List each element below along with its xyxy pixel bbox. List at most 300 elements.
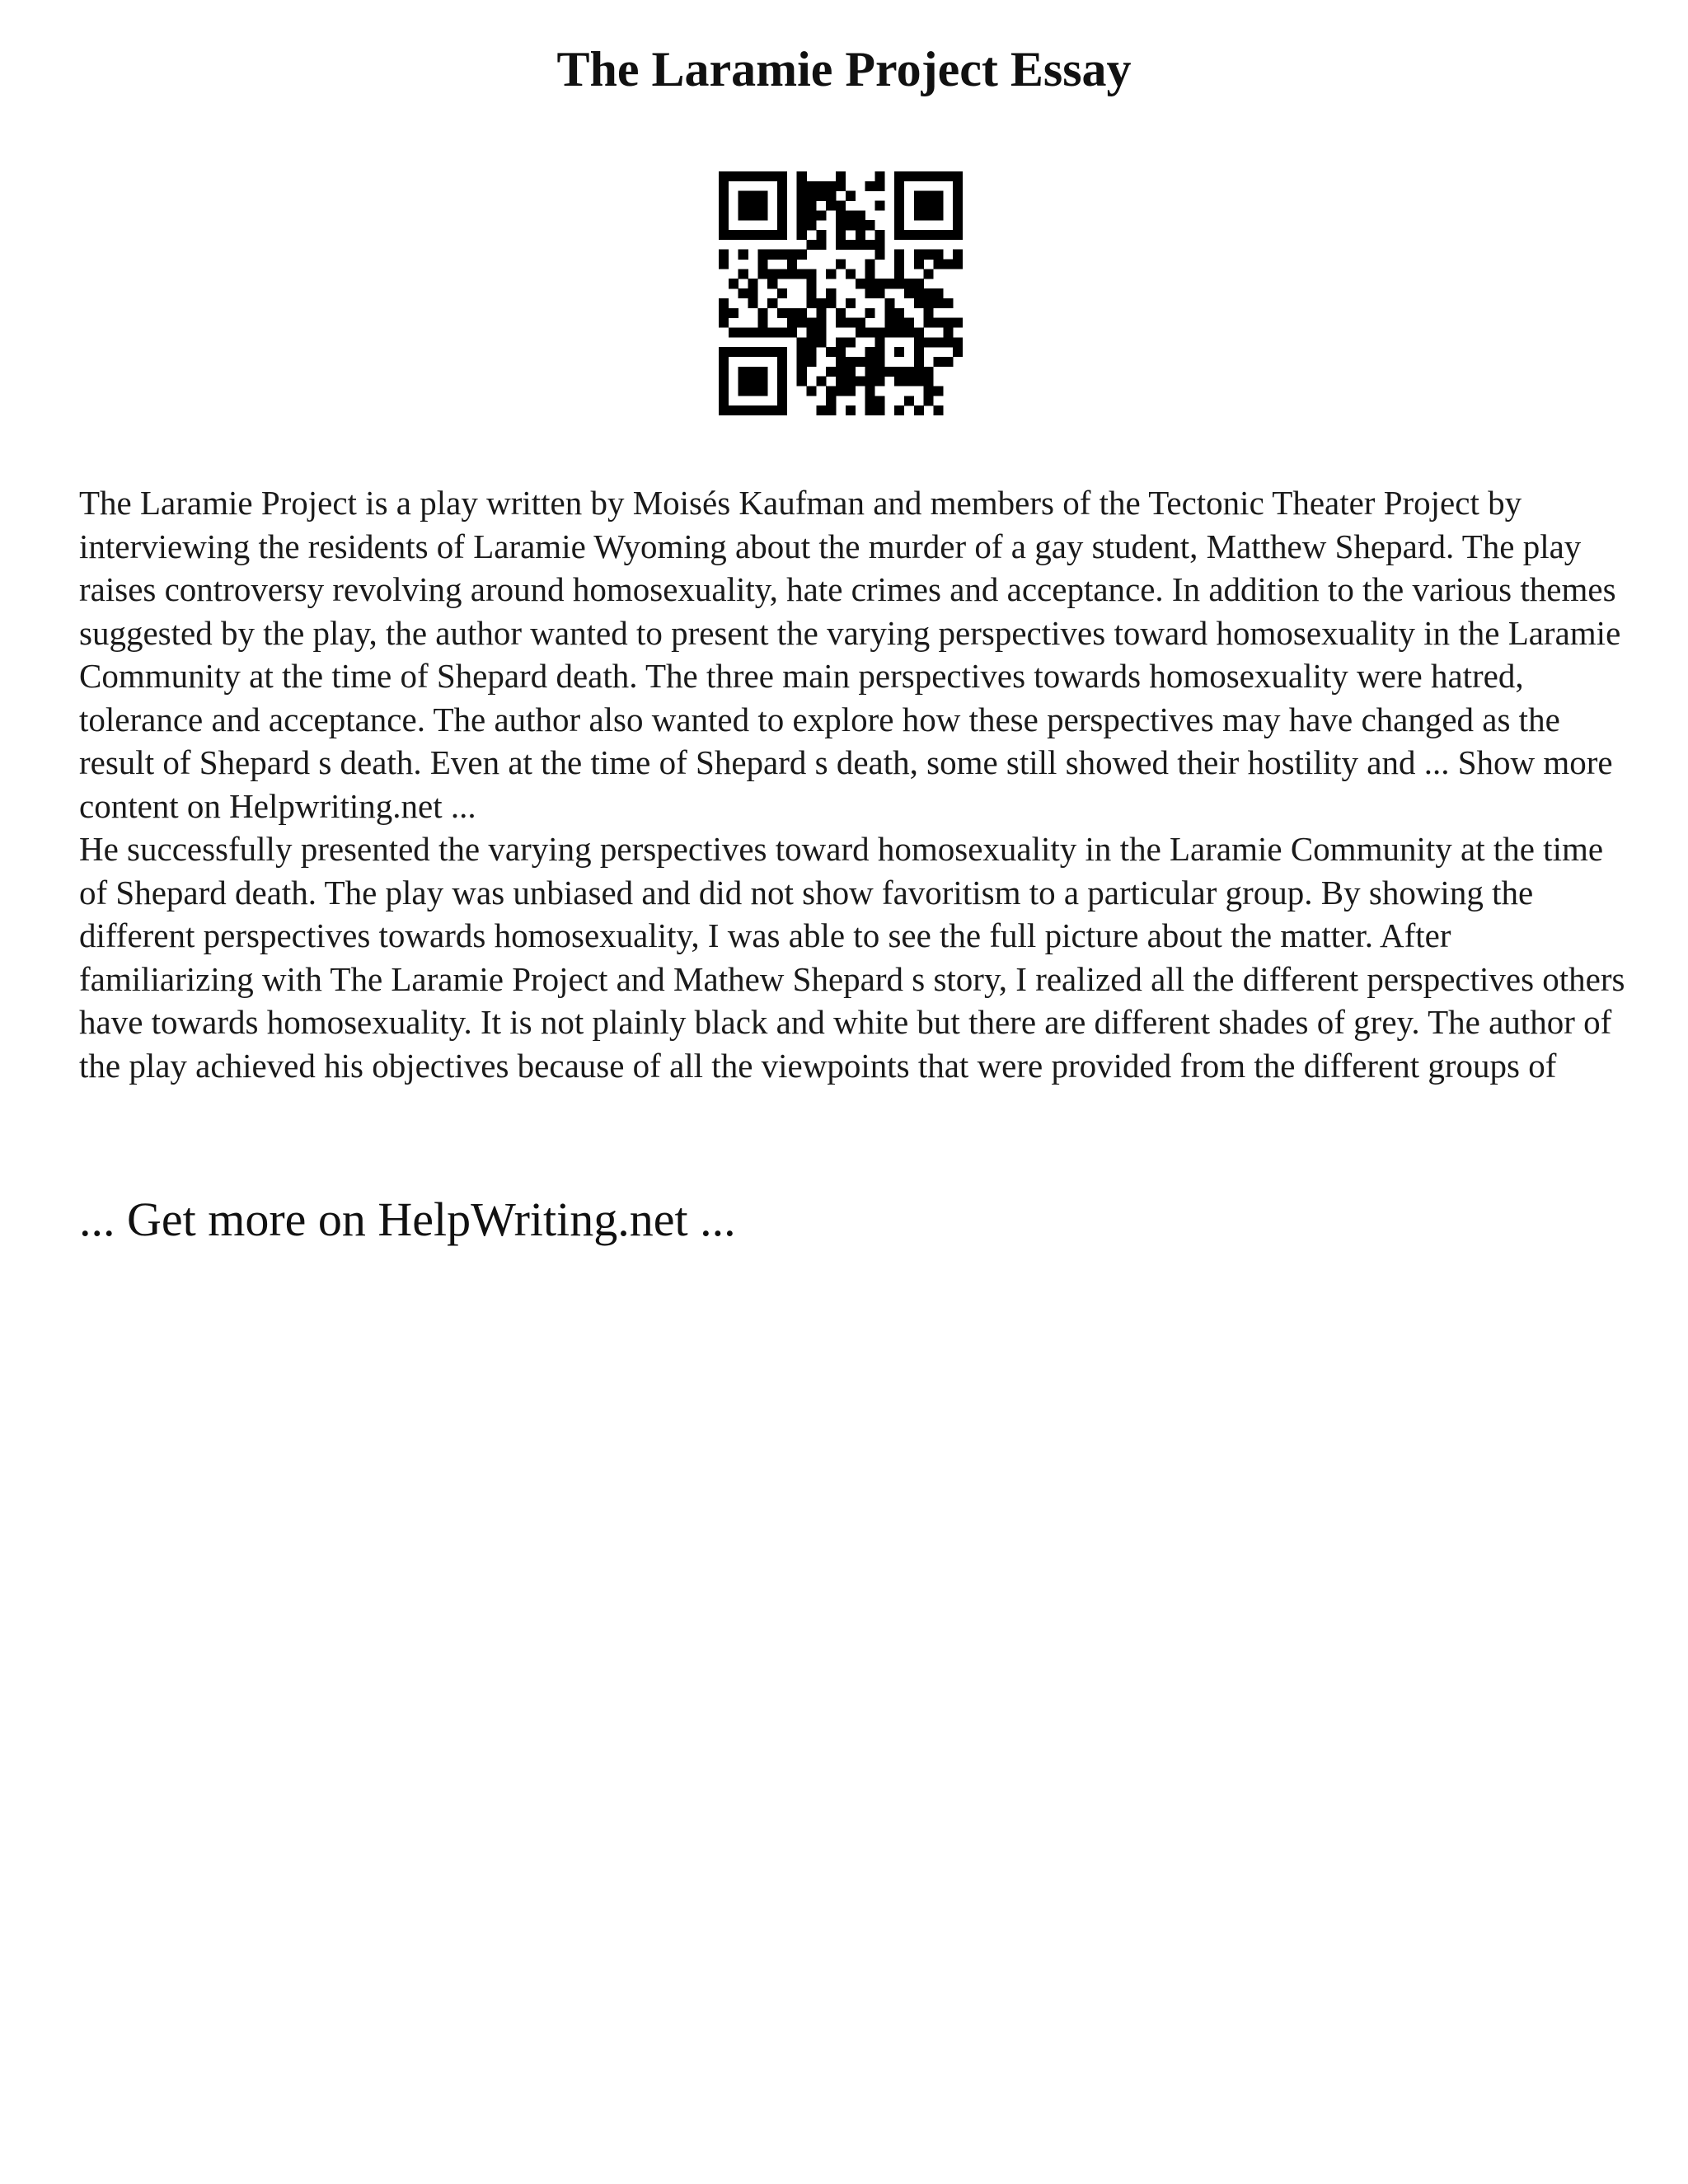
qr-module bbox=[757, 230, 767, 240]
qr-module bbox=[777, 367, 787, 377]
qr-module bbox=[894, 318, 904, 328]
qr-module bbox=[856, 327, 865, 337]
qr-module bbox=[846, 240, 856, 250]
qr-module bbox=[797, 191, 807, 201]
qr-module bbox=[748, 405, 758, 415]
qr-module bbox=[816, 405, 826, 415]
qr-module bbox=[797, 367, 807, 377]
qr-module bbox=[943, 171, 953, 181]
qr-module bbox=[729, 308, 738, 318]
qr-module bbox=[924, 298, 934, 308]
qr-module bbox=[924, 269, 934, 279]
qr-module bbox=[894, 327, 904, 337]
qr-module bbox=[953, 318, 963, 328]
qr-module bbox=[846, 367, 856, 377]
qr-module bbox=[953, 250, 963, 260]
qr-module bbox=[748, 347, 758, 357]
qr-module bbox=[924, 318, 934, 328]
qr-module bbox=[874, 347, 884, 357]
qr-module bbox=[836, 357, 846, 367]
qr-module bbox=[943, 298, 953, 308]
qr-module bbox=[777, 230, 787, 240]
qr-module bbox=[856, 210, 865, 220]
qr-module bbox=[738, 405, 748, 415]
qr-module bbox=[777, 181, 787, 191]
qr-module bbox=[787, 308, 797, 318]
qr-module bbox=[836, 347, 846, 357]
qr-module bbox=[748, 288, 758, 298]
qr-module bbox=[797, 171, 807, 181]
qr-module bbox=[807, 220, 817, 230]
qr-module bbox=[846, 298, 856, 308]
qr-module bbox=[719, 171, 729, 181]
qr-module bbox=[933, 250, 943, 260]
qr-module bbox=[914, 357, 924, 367]
qr-module bbox=[757, 201, 767, 211]
qr-module bbox=[924, 250, 934, 260]
qr-module bbox=[797, 318, 807, 328]
qr-module bbox=[953, 260, 963, 269]
qr-module bbox=[865, 240, 875, 250]
qr-module bbox=[757, 191, 767, 201]
qr-module bbox=[914, 230, 924, 240]
qr-module bbox=[826, 367, 836, 377]
qr-module bbox=[865, 367, 875, 377]
qr-module bbox=[748, 377, 758, 387]
qr-module bbox=[807, 357, 817, 367]
qr-module bbox=[767, 327, 777, 337]
qr-module bbox=[846, 377, 856, 387]
qr-module bbox=[884, 279, 894, 288]
qr-module bbox=[953, 220, 963, 230]
qr-module bbox=[748, 210, 758, 220]
qr-module bbox=[729, 171, 738, 181]
qr-module bbox=[914, 327, 924, 337]
qr-module bbox=[777, 210, 787, 220]
qr-module bbox=[904, 279, 914, 288]
qr-module bbox=[719, 260, 729, 269]
qr-module bbox=[777, 220, 787, 230]
qr-module bbox=[826, 347, 836, 357]
qr-module bbox=[865, 220, 875, 230]
qr-module bbox=[924, 396, 934, 405]
qr-module bbox=[719, 230, 729, 240]
qr-module bbox=[846, 191, 856, 201]
qr-module bbox=[719, 386, 729, 396]
qr-module bbox=[797, 230, 807, 240]
qr-module bbox=[757, 269, 767, 279]
qr-module bbox=[894, 250, 904, 260]
qr-module bbox=[933, 357, 943, 367]
qr-module bbox=[914, 250, 924, 260]
qr-module bbox=[777, 201, 787, 211]
qr-module bbox=[748, 171, 758, 181]
qr-module bbox=[826, 201, 836, 211]
qr-module bbox=[924, 210, 934, 220]
qr-module bbox=[933, 298, 943, 308]
qr-module bbox=[748, 279, 758, 288]
qr-module bbox=[904, 171, 914, 181]
qr-module bbox=[748, 191, 758, 201]
qr-module bbox=[757, 327, 767, 337]
qr-module bbox=[874, 377, 884, 387]
qr-module bbox=[797, 201, 807, 211]
qr-module bbox=[846, 405, 856, 415]
qr-module bbox=[787, 250, 797, 260]
qr-module bbox=[719, 367, 729, 377]
qr-module bbox=[738, 171, 748, 181]
qr-module bbox=[874, 367, 884, 377]
qr-module bbox=[846, 386, 856, 396]
qr-module bbox=[884, 367, 894, 377]
qr-module bbox=[757, 377, 767, 387]
qr-module bbox=[757, 260, 767, 269]
qr-module bbox=[874, 288, 884, 298]
qr-module bbox=[874, 357, 884, 367]
qr-module bbox=[767, 171, 777, 181]
qr-module bbox=[865, 269, 875, 279]
qr-module bbox=[807, 181, 817, 191]
get-more-link[interactable]: ... Get more on HelpWriting.net ... bbox=[79, 1193, 736, 1246]
qr-module bbox=[826, 405, 836, 415]
qr-module bbox=[757, 308, 767, 318]
qr-module bbox=[797, 210, 807, 220]
qr-module bbox=[738, 377, 748, 387]
qr-module bbox=[816, 230, 826, 240]
qr-module bbox=[777, 386, 787, 396]
qr-module bbox=[777, 191, 787, 201]
qr-module bbox=[953, 347, 963, 357]
qr-module bbox=[914, 405, 924, 415]
qr-module bbox=[836, 386, 846, 396]
qr-module bbox=[914, 367, 924, 377]
qr-module bbox=[738, 347, 748, 357]
qr-module bbox=[894, 210, 904, 220]
qr-module bbox=[719, 298, 729, 308]
qr-module bbox=[894, 279, 904, 288]
qr-module bbox=[856, 377, 865, 387]
qr-module bbox=[807, 298, 817, 308]
qr-module bbox=[865, 260, 875, 269]
qr-module bbox=[914, 279, 924, 288]
qr-module bbox=[807, 386, 817, 396]
qr-module bbox=[738, 269, 748, 279]
qr-module bbox=[865, 386, 875, 396]
qr-module bbox=[865, 288, 875, 298]
qr-module bbox=[738, 230, 748, 240]
qr-module bbox=[767, 405, 777, 415]
qr-module bbox=[846, 357, 856, 367]
qr-module bbox=[719, 201, 729, 211]
qr-module bbox=[846, 220, 856, 230]
qr-module bbox=[757, 171, 767, 181]
qr-module bbox=[797, 308, 807, 318]
qr-module bbox=[816, 327, 826, 337]
qr-module bbox=[738, 386, 748, 396]
qr-module bbox=[846, 337, 856, 347]
qr-module bbox=[757, 347, 767, 357]
qr-module bbox=[894, 230, 904, 240]
qr-module bbox=[816, 298, 826, 308]
qr-module bbox=[914, 337, 924, 347]
qr-module bbox=[924, 386, 934, 396]
qr-module bbox=[865, 405, 875, 415]
qr-module bbox=[865, 327, 875, 337]
paragraph: The Laramie Project is a play written by Moisés Kaufman and members of the Tectonic Theater Project by interviewing the residents of Laramie Wyoming about the murder of a gay student, Matthew Shepard. The play raises controversy revolving around homosexuality, hate crimes and acceptance. In addition to the various themes suggested by the play, the author wanted to present the varying perspectives toward homosexuality in the Laramie Community at the time of Shepard death. The three main perspectives towards homosexuality were hatred, tolerance and acceptance. The author also wanted to explore how these perspectives may have changed as the result of Shepard s death. Even at the time of Shepard s death, some still showed their hostility and ... Show more content on Helpwriting.net ... bbox=[79, 484, 1621, 825]
qr-module bbox=[894, 260, 904, 269]
qr-module bbox=[914, 201, 924, 211]
qr-module bbox=[816, 318, 826, 328]
qr-module bbox=[894, 269, 904, 279]
qr-module bbox=[865, 308, 875, 318]
qr-module bbox=[767, 230, 777, 240]
qr-module bbox=[807, 201, 817, 211]
qr-module bbox=[797, 250, 807, 260]
qr-module bbox=[719, 210, 729, 220]
qr-module bbox=[943, 327, 953, 337]
qr-module bbox=[884, 308, 894, 318]
qr-module bbox=[874, 279, 884, 288]
qr-module bbox=[807, 240, 817, 250]
qr-module bbox=[777, 357, 787, 367]
qr-module bbox=[933, 201, 943, 211]
qr-module bbox=[757, 386, 767, 396]
qr-module bbox=[807, 327, 817, 337]
qr-module bbox=[874, 171, 884, 181]
qr-module bbox=[777, 347, 787, 357]
qr-module bbox=[953, 337, 963, 347]
qr-module bbox=[904, 396, 914, 405]
qr-module bbox=[729, 279, 738, 288]
qr-module bbox=[757, 405, 767, 415]
qr-module bbox=[894, 367, 904, 377]
qr-module bbox=[797, 181, 807, 191]
qr-module bbox=[914, 210, 924, 220]
qr-module bbox=[914, 191, 924, 201]
qr-module bbox=[836, 260, 846, 269]
qr-module bbox=[865, 279, 875, 288]
qr-module bbox=[836, 230, 846, 240]
qr-module bbox=[884, 327, 894, 337]
qr-module bbox=[807, 279, 817, 288]
qr-module bbox=[757, 210, 767, 220]
qr-module bbox=[904, 230, 914, 240]
qr-module bbox=[933, 318, 943, 328]
qr-module bbox=[904, 318, 914, 328]
qr-module bbox=[884, 298, 894, 308]
qr-module bbox=[933, 191, 943, 201]
qr-module bbox=[856, 357, 865, 367]
qr-module bbox=[846, 318, 856, 328]
qr-module bbox=[738, 250, 748, 260]
qr-module bbox=[836, 337, 846, 347]
qr-module bbox=[933, 337, 943, 347]
qr-module bbox=[719, 250, 729, 260]
qr-module bbox=[865, 357, 875, 367]
qr-module bbox=[874, 327, 884, 337]
qr-module bbox=[836, 377, 846, 387]
qr-module bbox=[826, 191, 836, 201]
qr-module bbox=[904, 377, 914, 387]
qr-module bbox=[904, 327, 914, 337]
qr-module bbox=[767, 269, 777, 279]
qr-module bbox=[874, 230, 884, 240]
qr-module bbox=[943, 318, 953, 328]
qr-module bbox=[914, 171, 924, 181]
qr-module bbox=[836, 171, 846, 181]
qr-module bbox=[816, 181, 826, 191]
qr-module bbox=[924, 171, 934, 181]
qr-module bbox=[846, 269, 856, 279]
qr-module bbox=[816, 337, 826, 347]
qr-module bbox=[924, 308, 934, 318]
qr-module bbox=[836, 318, 846, 328]
qr-module bbox=[865, 181, 875, 191]
qr-module bbox=[924, 230, 934, 240]
qr-module bbox=[777, 308, 787, 318]
qr-module bbox=[865, 396, 875, 405]
qr-module bbox=[943, 337, 953, 347]
qr-module bbox=[924, 377, 934, 387]
qr-module bbox=[894, 181, 904, 191]
qr-module bbox=[719, 357, 729, 367]
qr-module bbox=[933, 405, 943, 415]
qr-module bbox=[797, 377, 807, 387]
qr-module bbox=[787, 260, 797, 269]
qr-module bbox=[787, 327, 797, 337]
qr-module bbox=[943, 230, 953, 240]
qr-module bbox=[933, 171, 943, 181]
qr-module bbox=[894, 201, 904, 211]
qr-module bbox=[836, 367, 846, 377]
qr-module bbox=[729, 327, 738, 337]
qr-module bbox=[767, 298, 777, 308]
qr-module bbox=[953, 201, 963, 211]
qr-module bbox=[748, 367, 758, 377]
qr-module bbox=[738, 210, 748, 220]
qr-module bbox=[836, 181, 846, 191]
qr-module bbox=[757, 318, 767, 328]
qr-module bbox=[943, 357, 953, 367]
qr-module bbox=[914, 377, 924, 387]
qr-module bbox=[856, 220, 865, 230]
qr-module bbox=[884, 318, 894, 328]
qr-module bbox=[748, 230, 758, 240]
qr-module bbox=[719, 191, 729, 201]
qr-module bbox=[826, 386, 836, 396]
qr-module bbox=[874, 201, 884, 211]
qr-module bbox=[894, 191, 904, 201]
qr-module bbox=[826, 396, 836, 405]
qr-module bbox=[953, 191, 963, 201]
qr-module bbox=[729, 405, 738, 415]
qr-module bbox=[748, 298, 758, 308]
qr-code-icon bbox=[719, 171, 963, 415]
qr-module bbox=[924, 367, 934, 377]
qr-module bbox=[933, 260, 943, 269]
qr-module bbox=[729, 347, 738, 357]
qr-module bbox=[738, 201, 748, 211]
qr-module bbox=[826, 269, 836, 279]
qr-module bbox=[719, 181, 729, 191]
qr-module bbox=[719, 220, 729, 230]
qr-module bbox=[874, 240, 884, 250]
qr-module bbox=[856, 230, 865, 240]
qr-module bbox=[777, 171, 787, 181]
qr-module bbox=[807, 337, 817, 347]
qr-module bbox=[807, 347, 817, 357]
qr-module bbox=[767, 250, 777, 260]
qr-module bbox=[797, 347, 807, 357]
qr-module bbox=[738, 191, 748, 201]
qr-module bbox=[816, 240, 826, 250]
qr-module bbox=[826, 288, 836, 298]
qr-module bbox=[767, 347, 777, 357]
qr-module bbox=[738, 288, 748, 298]
qr-module bbox=[836, 308, 846, 318]
qr-module bbox=[924, 337, 934, 347]
qr-module bbox=[807, 288, 817, 298]
qr-module bbox=[874, 337, 884, 347]
qr-module bbox=[836, 240, 846, 250]
qr-module bbox=[953, 210, 963, 220]
qr-module bbox=[719, 377, 729, 387]
qr-module bbox=[953, 230, 963, 240]
qr-module bbox=[719, 396, 729, 405]
qr-module bbox=[719, 308, 729, 318]
qr-module bbox=[816, 308, 826, 318]
qr-module bbox=[729, 230, 738, 240]
qr-module bbox=[836, 201, 846, 211]
qr-module bbox=[846, 210, 856, 220]
qr-module bbox=[856, 279, 865, 288]
qr-module bbox=[807, 191, 817, 201]
essay-body bbox=[79, 481, 1629, 1087]
qr-module bbox=[748, 327, 758, 337]
qr-module bbox=[914, 298, 924, 308]
qr-module bbox=[856, 240, 865, 250]
qr-module bbox=[767, 279, 777, 288]
qr-module bbox=[874, 405, 884, 415]
paragraph: He successfully presented the varying perspectives toward homosexuality in the Laramie Community at the time of Shepard death. The play was unbiased and did not show favoritism to a particular group. By showing the different perspectives towards homosexuality, I was able to see the full picture about the matter. After familiarizing with The Laramie Project and Mathew Shepard s story, I realized all the different perspectives others have towards homosexuality. It is not plainly black and white but there are different shades of grey. The author of the play achieved his objectives because of all the viewpoints that were provided from the different groups of bbox=[79, 830, 1625, 1085]
qr-module bbox=[738, 327, 748, 337]
qr-module bbox=[777, 377, 787, 387]
qr-module bbox=[874, 250, 884, 260]
qr-module bbox=[797, 269, 807, 279]
qr-module bbox=[757, 250, 767, 260]
qr-module bbox=[748, 201, 758, 211]
qr-module bbox=[807, 269, 817, 279]
qr-module bbox=[914, 347, 924, 357]
qr-module bbox=[924, 201, 934, 211]
qr-module bbox=[953, 171, 963, 181]
qr-module bbox=[787, 318, 797, 328]
qr-module bbox=[777, 288, 787, 298]
qr-module bbox=[777, 250, 787, 260]
qr-module bbox=[894, 171, 904, 181]
qr-module bbox=[777, 396, 787, 405]
qr-module bbox=[826, 181, 836, 191]
qr-module bbox=[914, 288, 924, 298]
qr-module bbox=[856, 318, 865, 328]
qr-module bbox=[894, 220, 904, 230]
qr-module bbox=[933, 386, 943, 396]
qr-module bbox=[719, 318, 729, 328]
qr-module bbox=[874, 396, 884, 405]
qr-module bbox=[719, 347, 729, 357]
qr-module bbox=[816, 191, 826, 201]
qr-module bbox=[894, 377, 904, 387]
